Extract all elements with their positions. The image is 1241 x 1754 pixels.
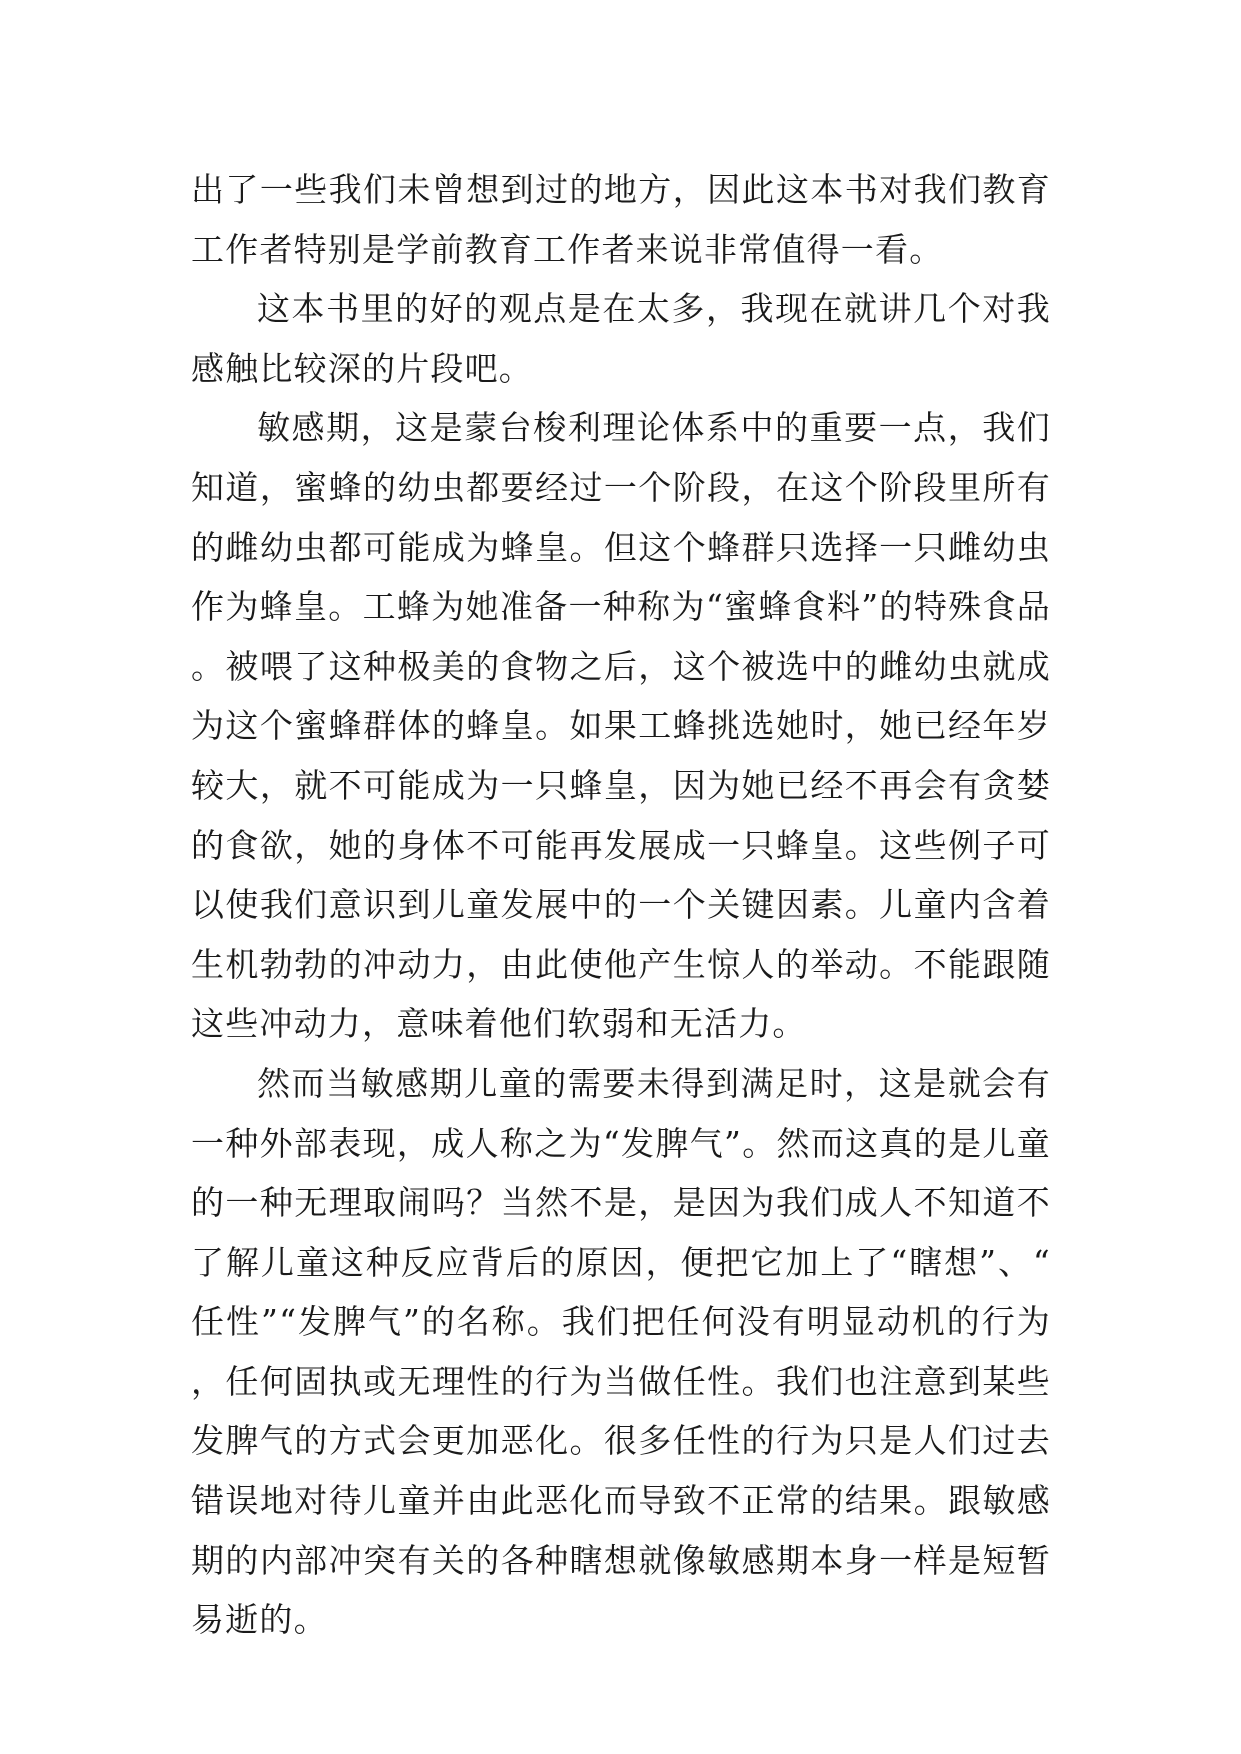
paragraph-1: 出了一些我们未曾想到过的地方，因此这本书对我们教育工作者特别是学前教育工作者来说非常值得一看。 xyxy=(191,170,1051,269)
paragraph-3: 敏感期，这是蒙台梭利理论体系中的重要一点，我们知道，蜜蜂的幼虫都要经过一个阶段，在这个阶段里所有的雌幼虫都可能成为蜂皇。但这个蜂群只选择一只雌幼虫作为蜂皇。工蜂为她准备一种称为“蜜蜂食料”的特殊食品。被喂了这种极美的食物之后，这个被选中的雌幼虫就成为这个蜜蜂群体的蜂皇。如果工蜂挑选她时，她已经年岁较大，就不可能成为一只蜂皇，因为她已经不再会有贪婪的食欲，她的身体不可能再发展成一只蜂皇。这些例子可以使我们意识到儿童发展中的一个关键因素。儿童内含着生机勃勃的冲动力，由此使他产生惊人的举动。不能跟随这些冲动力，意味着他们软弱和无活力。 xyxy=(191,408,1051,1044)
paragraph-4: 然而当敏感期儿童的需要未得到满足时，这是就会有一种外部表现，成人称之为“发脾气”。然而这真的是儿童的一种无理取闹吗？当然不是，是因为我们成人不知道不了解儿童这种反应背后的原因，便把它加上了“瞎想”、“任性”“发脾气”的名称。我们把任何没有明显动机的行为，任何固执或无理性的行为当做任性。我们也注意到某些发脾气的方式会更加恶化。很多任性的行为只是人们过去错误地对待儿童并由此恶化而导致不正常的结果。跟敏感期的内部冲突有关的各种瞎想就像敏感期本身一样是短暂易逝的。 xyxy=(191,1063,1051,1640)
paragraph-2: 这本书里的好的观点是在太多，我现在就讲几个对我感触比较深的片段吧。 xyxy=(191,289,1051,388)
body-text xyxy=(191,160,1051,1650)
